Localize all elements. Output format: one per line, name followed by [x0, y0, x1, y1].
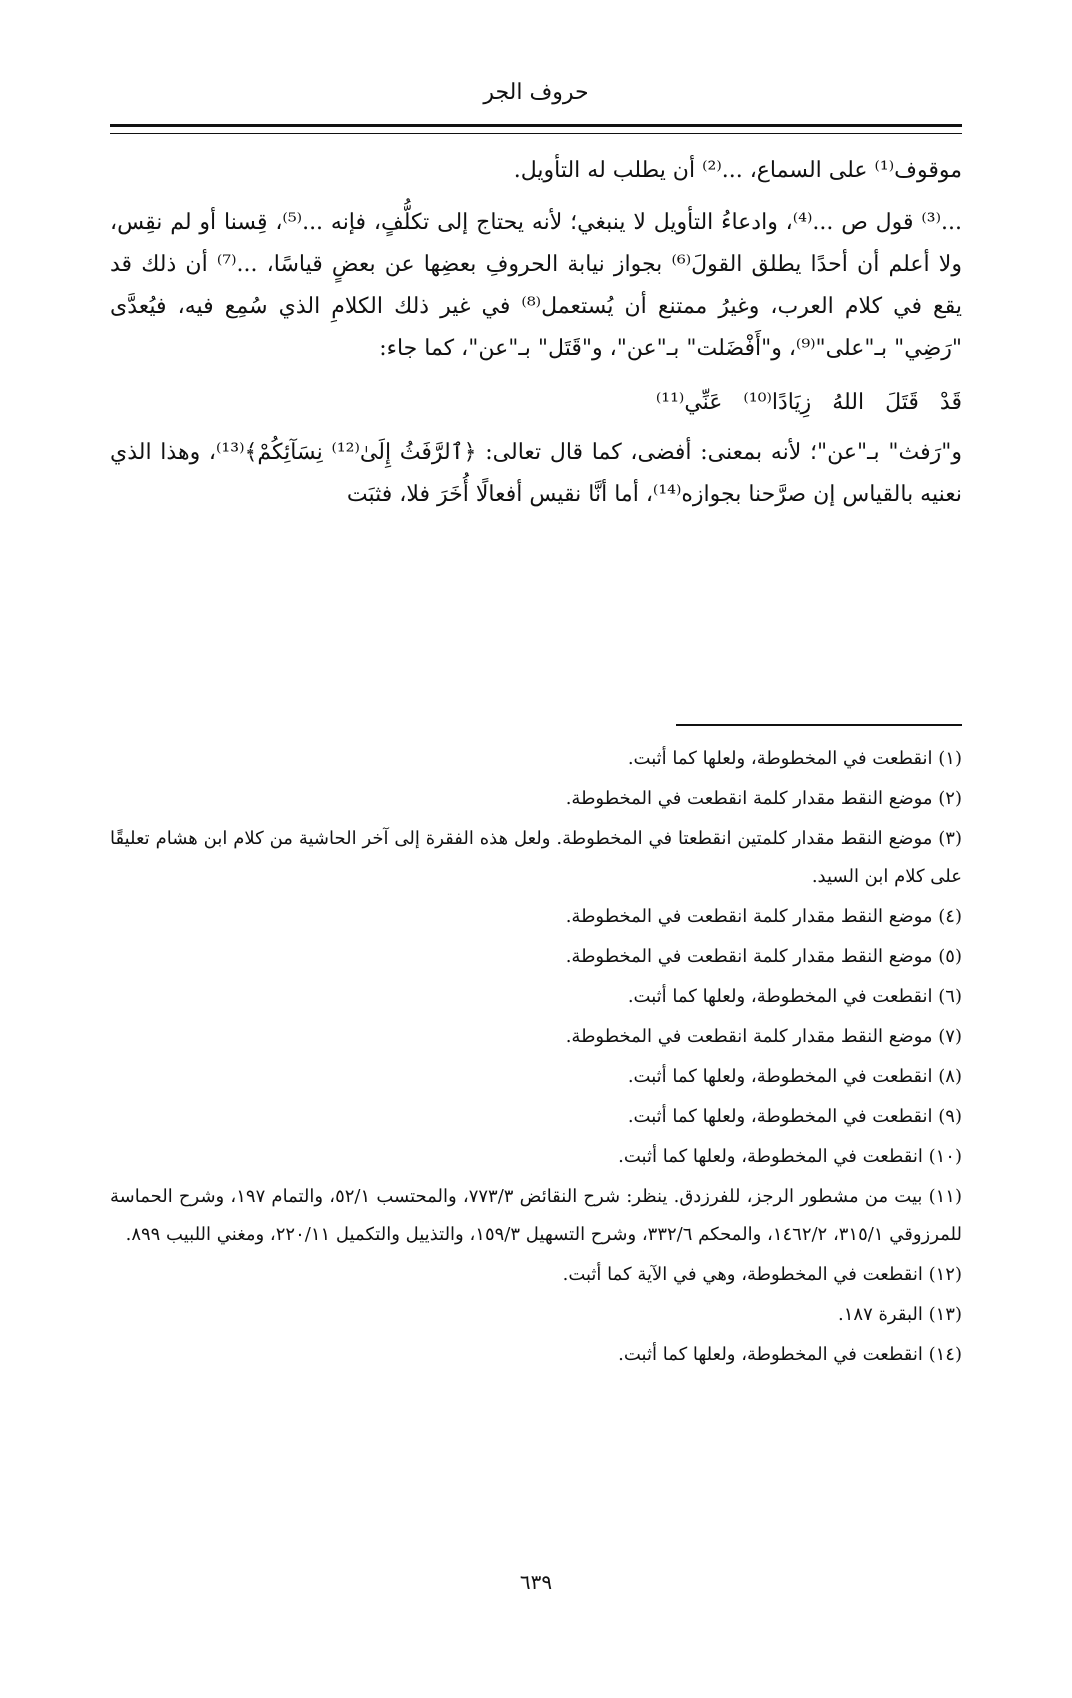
- footnote: (٢) موضع النقط مقدار كلمة انقطعت في المخطوطة.: [565, 788, 962, 809]
- footnote: (١٢) انقطعت في المخطوطة، وهي في الآية كما أثبت.: [562, 1264, 962, 1285]
- footnote: (١٣) البقرة ١٨٧.: [838, 1304, 962, 1325]
- running-header: حروف الجر: [483, 80, 589, 105]
- footnote: (٤) موضع النقط مقدار كلمة انقطعت في المخطوطة.: [565, 906, 962, 927]
- footnote: (١٤) انقطعت في المخطوطة، ولعلها كما أثبت.: [618, 1344, 962, 1365]
- footnote: (١) انقطعت في المخطوطة، ولعلها كما أثبت.: [627, 748, 962, 769]
- footnote: (٩) انقطعت في المخطوطة، ولعلها كما أثبت.: [627, 1106, 962, 1127]
- header-rule-thick: [110, 124, 962, 127]
- book-page: [110, 0, 962, 1698]
- paragraph: و"رَفث" بـ"عن"؛ لأنه بمعنى: أفضى، كما قال تعالى: ﴿ٱلرَّفَثُ إِلَىٰ⁽¹²⁾ نِسَآئِكُمْ﴾⁽¹³⁾، وهذا الذي نعنيه بالقياس إن صرَّحنا بجوازه⁽¹⁴⁾، أما أنَّا نقيس أفعالًا أُخَرَ فلا، فثبَت: [110, 440, 962, 507]
- footnotes: [110, 740, 962, 1376]
- footnote: (١١) بيت من مشطور الرجز، للفرزدق. ينظر: شرح النقائض ٧٧٣/٣، والمحتسب ٥٢/١، والتمام ١٩٧، وشرح الحماسة للمرزوقي ٣١٥/١، ١٤٦٢/٢، والمحكم ٣٣٢/٦، وشرح التسهيل ١٥٩/٣، والتذييل والتكميل ٢٢٠/١١، ومغني اللبيب ٨٩٩.: [110, 1186, 962, 1245]
- footnote: (٥) موضع النقط مقدار كلمة انقطعت في المخطوطة.: [565, 946, 962, 967]
- footnote: (١٠) انقطعت في المخطوطة، ولعلها كما أثبت.: [618, 1146, 962, 1167]
- verse-line: قَدْ قَتَلَ اللهُ زِيَادًا⁽¹⁰⁾ عَنِّي⁽¹¹⁾: [655, 390, 962, 415]
- paragraph: موقوف⁽¹⁾ على السماع، ...⁽²⁾ أن يطلب له التأويل.: [513, 158, 962, 183]
- footnote-separator: [676, 724, 962, 726]
- footnote: (٣) موضع النقط مقدار كلمتين انقطعتا في المخطوطة. ولعل هذه الفقرة إلى آخر الحاشية من كلام ابن هشام تعليقًا على كلام ابن السيد.: [110, 828, 962, 887]
- footnote: (٦) انقطعت في المخطوطة، ولعلها كما أثبت.: [627, 986, 962, 1007]
- paragraph: ...⁽³⁾ قول ص ...⁽⁴⁾، وادعاءُ التأويل لا ينبغي؛ لأنه يحتاج إلى تكلُّفٍ، فإنه ...⁽⁵⁾، قِسنا أو لم نقِس، ولا أعلم أن أحدًا يطلق القولَ⁽⁶⁾ بجواز نيابة الحروفِ بعضِها عن بعضٍ قياسًا، ...⁽⁷⁾ أن ذلك قد يقع في كلام العرب، وغيرُ ممتنع أن يُستعمل⁽⁸⁾ في غير ذلك الكلامِ الذي سُمِع فيه، فيُعدَّى "رَضِي" بـ"على"⁽⁹⁾، و"أَفْضَلت" بـ"عن"، و"قَتَل" بـ"عن"، كما جاء:: [110, 210, 962, 361]
- header-rule-thin: [110, 133, 962, 134]
- page-number: ٦٣٩: [519, 1570, 553, 1594]
- main-text: [110, 150, 962, 526]
- footnote: (٨) انقطعت في المخطوطة، ولعلها كما أثبت.: [627, 1066, 962, 1087]
- footnote: (٧) موضع النقط مقدار كلمة انقطعت في المخطوطة.: [565, 1026, 962, 1047]
